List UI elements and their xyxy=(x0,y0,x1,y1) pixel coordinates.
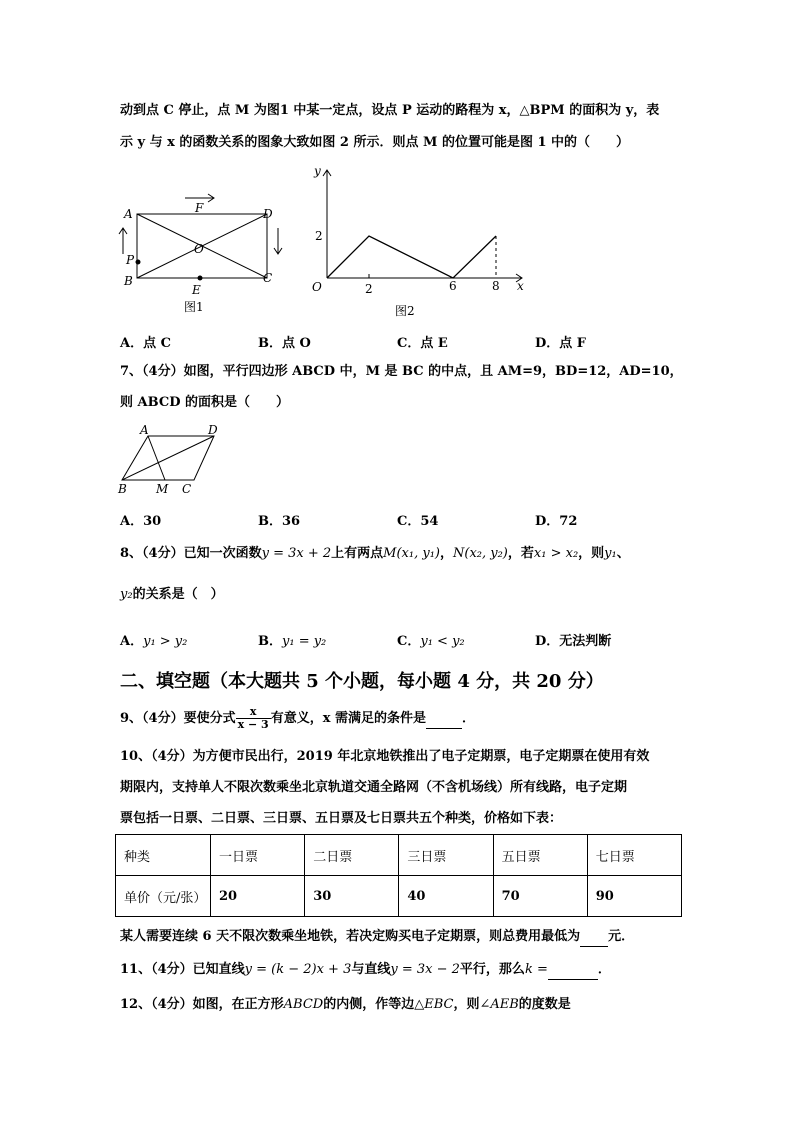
q7-option-c[interactable]: C．54 xyxy=(397,514,439,529)
q12-prefix: 12、（4分）如图，在正方形 xyxy=(120,997,284,1012)
table-header-row xyxy=(116,835,682,876)
q11-line1: y = (k − 2)x + 3 xyxy=(244,962,352,977)
q8-line2 xyxy=(120,586,224,604)
q9-answer-blank[interactable] xyxy=(426,710,462,729)
x-tick-8: 8 xyxy=(492,279,500,293)
axis-label-y: y xyxy=(314,164,321,178)
q7-option-a[interactable]: A．30 xyxy=(120,514,162,529)
q10-line3: 票包括一日票、二日票、三日票、五日票及七日票共五个种类，价格如下表： xyxy=(120,811,563,826)
q8-cond-post: ，则 xyxy=(578,546,605,561)
q10-after-text: 某人需要连续 6 天不限次数乘坐地铁，若决定购买电子定期票，则总费用最低为 xyxy=(120,929,581,944)
axis-label-x: x xyxy=(517,279,524,293)
q8-option-d[interactable]: D．无法判断 xyxy=(535,634,612,649)
table-cell: 单价（元/张） xyxy=(116,876,211,917)
q8-option-c[interactable]: C．y₁ < y₂ xyxy=(397,634,465,649)
q12-end: 的度数是 xyxy=(518,997,571,1012)
label-a: A xyxy=(124,207,133,221)
table-cell: 30 xyxy=(305,876,399,917)
q8-option-a[interactable]: A．y₁ > y₂ xyxy=(120,634,188,649)
q8-condition: x₁ > x₂ xyxy=(533,546,579,561)
x-tick-2: 2 xyxy=(365,282,373,296)
price-table xyxy=(115,834,682,917)
q8-mid: 上有两点 xyxy=(331,546,384,561)
q9-fraction xyxy=(236,706,271,731)
q11-mid: 与直线 xyxy=(351,962,391,977)
q10-after-end: 元． xyxy=(608,929,635,944)
q12-mid: 的内侧，作等边 xyxy=(323,997,415,1012)
label-f: F xyxy=(195,201,204,215)
q8-point-n: N(x₂, y₂) xyxy=(453,546,508,561)
q9-suffix: 有意义，x 需满足的条件是 xyxy=(270,711,426,726)
q8-prefix: 8、（4分）已知一次函数 xyxy=(120,546,262,561)
q6-line1: 动到点 C 停止，点 M 为图1 中某一定点，设点 P 运动的路程为 x，△BPM 的面积为 y，表 xyxy=(120,103,660,118)
label-p: P xyxy=(126,253,135,267)
point-e xyxy=(198,276,203,281)
label-d: D xyxy=(263,207,273,221)
q6-line2: 示 y 与 x 的函数关系的图象大致如图 2 所示．则点 M 的位置可能是图 1 中的（ ） xyxy=(120,135,630,150)
point-p xyxy=(136,260,141,265)
q10-after xyxy=(120,928,634,947)
q12-abcd: ABCD xyxy=(283,997,324,1012)
q10-line2: 期限内，支持单人不限次数乘坐北京轨道交通全路网（不含机场线）所有线路，电子定期 xyxy=(120,780,628,795)
q8-cond-pre: ，若 xyxy=(507,546,534,561)
table-cell: 三日票 xyxy=(399,835,493,876)
q8-function: y = 3x + 2 xyxy=(261,546,332,561)
label-b: B xyxy=(124,274,133,288)
table-cell: 五日票 xyxy=(493,835,587,876)
figure-1-rectangle xyxy=(110,190,290,315)
q9-denominator: x − 3 xyxy=(237,718,269,731)
q11-prefix: 11、（4分）已知直线 xyxy=(120,962,245,977)
label-o: O xyxy=(194,242,204,256)
q6-option-d[interactable]: D．点 F xyxy=(535,336,587,351)
q6-option-a[interactable]: A．点 C xyxy=(120,336,171,351)
table-cell: 40 xyxy=(399,876,493,917)
q6-option-c[interactable]: C．点 E xyxy=(397,336,448,351)
segment-am xyxy=(148,436,165,480)
q7-option-d[interactable]: D．72 xyxy=(535,514,578,529)
q11-answer-blank[interactable] xyxy=(548,961,598,980)
q8-point-m: M(x₁, y₁) xyxy=(383,546,440,561)
q9-line xyxy=(120,706,475,731)
q12-line xyxy=(120,996,571,1014)
table-cell: 20 xyxy=(211,876,305,917)
q11-line2: y = 3x − 2 xyxy=(390,962,460,977)
q8-option-b[interactable]: B．y₁ = y₂ xyxy=(258,634,327,649)
label-c: C xyxy=(263,271,273,285)
table-cell: 七日票 xyxy=(587,835,681,876)
figure-1-caption: 图1 xyxy=(184,300,204,314)
y-tick-2: 2 xyxy=(315,229,323,243)
table-cell: 70 xyxy=(493,876,587,917)
section-2-title: 二、填空题（本大题共 5 个小题，每小题 4 分，共 20 分） xyxy=(120,671,604,692)
table-cell: 种类 xyxy=(116,835,211,876)
q10-answer-blank[interactable] xyxy=(580,928,608,947)
figure-2-caption: 图2 xyxy=(395,304,415,318)
q11-k: k = xyxy=(524,962,548,977)
origin-label: O xyxy=(312,280,322,294)
q9-numerator: x xyxy=(236,706,271,719)
label-c: C xyxy=(182,482,192,496)
q8-line1: 8、（4分）已知一次函数y = 3x + 2上有两点M(x₁, y₁)，N(x₂, y₂)，若x₁ > x₂，则y₁、 xyxy=(120,546,630,561)
figure-parallelogram xyxy=(110,422,230,497)
segment-bd xyxy=(122,436,214,480)
table-cell: 90 xyxy=(587,876,681,917)
label-b: B xyxy=(118,482,127,496)
q9-prefix: 9、（4分）要使分式 xyxy=(120,711,236,726)
q11-line xyxy=(120,961,611,980)
q8-y2: y₂ xyxy=(120,587,133,602)
table-cell: 一日票 xyxy=(211,835,305,876)
q7-line2: 则 ABCD 的面积是（ ） xyxy=(120,395,289,410)
q6-option-b[interactable]: B．点 O xyxy=(258,336,311,351)
q11-post: 平行，那么 xyxy=(459,962,525,977)
q7-line1: 7、（4分）如图，平行四边形 ABCD 中，M 是 BC 的中点，且 AM=9，BD=12，AD=10， xyxy=(120,364,683,379)
label-e: E xyxy=(192,283,201,297)
q8-y1: y₁ xyxy=(604,546,617,561)
label-a: A xyxy=(140,423,149,437)
x-tick-6: 6 xyxy=(449,279,457,293)
q11-end: ． xyxy=(597,962,611,977)
label-d: D xyxy=(208,423,218,437)
function-curve xyxy=(327,236,496,278)
q8-line2-rest: 的关系是（ ） xyxy=(132,587,224,602)
q12-angle: ∠AEB xyxy=(479,997,519,1012)
q12-post: ，则 xyxy=(453,997,480,1012)
q7-option-b[interactable]: B．36 xyxy=(258,514,301,529)
label-m: M xyxy=(156,482,169,496)
figure-2-graph xyxy=(300,160,535,320)
table-cell: 二日票 xyxy=(305,835,399,876)
q10-line1: 10、（4分）为方便市民出行，2019 年北京地铁推出了电子定期票，电子定期票在使用有效 xyxy=(120,749,650,764)
table-row xyxy=(116,876,682,917)
q9-end: ． xyxy=(461,711,475,726)
q12-triangle: △EBC xyxy=(414,997,454,1012)
